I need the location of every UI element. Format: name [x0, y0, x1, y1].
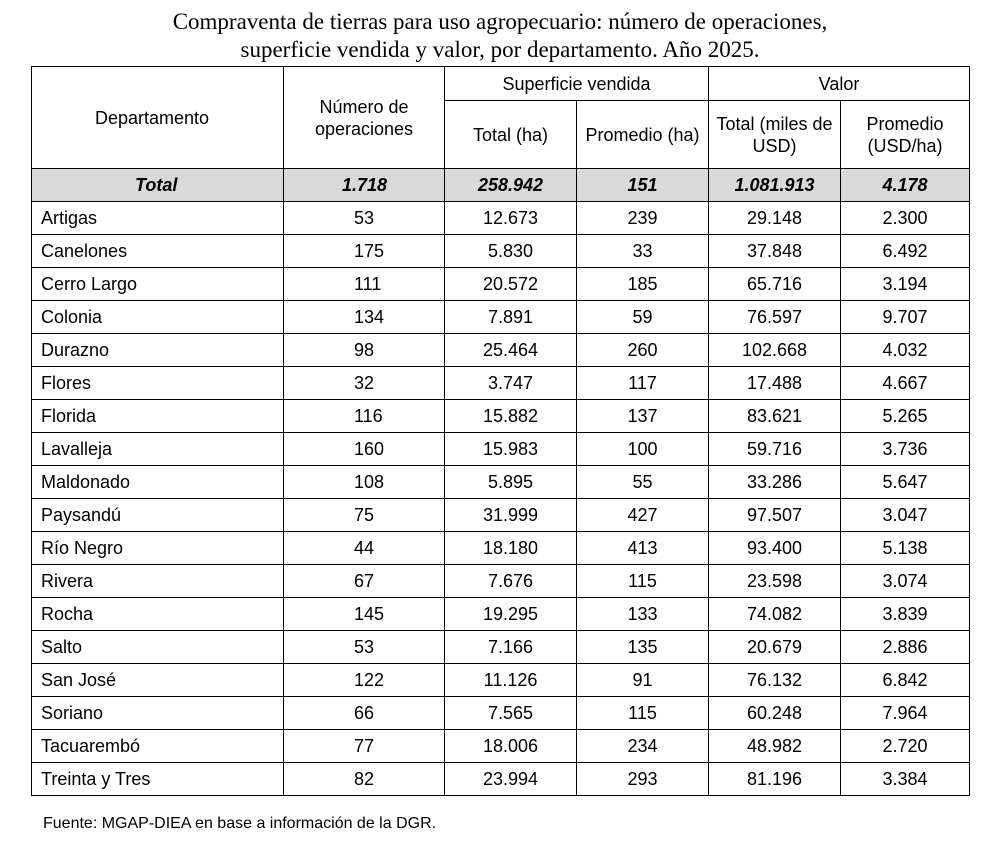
cell-val-total: 97.507: [709, 499, 841, 532]
cell-departamento: Rocha: [32, 598, 284, 631]
total-sup-promedio: 151: [577, 169, 709, 202]
header-sup-total: Total (ha): [445, 101, 577, 169]
cell-departamento: Cerro Largo: [32, 268, 284, 301]
cell-sup-total: 23.994: [445, 763, 577, 796]
cell-operaciones: 77: [284, 730, 445, 763]
cell-operaciones: 108: [284, 466, 445, 499]
cell-sup-promedio: 100: [577, 433, 709, 466]
cell-val-promedio: 4.667: [841, 367, 970, 400]
cell-val-promedio: 5.265: [841, 400, 970, 433]
title-line-2: superficie vendida y valor, por departamento. Año 2025.: [240, 37, 760, 62]
cell-val-promedio: 3.736: [841, 433, 970, 466]
cell-sup-promedio: 413: [577, 532, 709, 565]
cell-sup-total: 11.126: [445, 664, 577, 697]
cell-operaciones: 122: [284, 664, 445, 697]
cell-val-total: 37.848: [709, 235, 841, 268]
cell-val-promedio: 5.138: [841, 532, 970, 565]
table-row: [32, 301, 970, 334]
cell-val-promedio: 6.492: [841, 235, 970, 268]
cell-departamento: Rivera: [32, 565, 284, 598]
cell-sup-promedio: 55: [577, 466, 709, 499]
cell-val-total: 20.679: [709, 631, 841, 664]
cell-val-total: 93.400: [709, 532, 841, 565]
cell-val-promedio: 3.047: [841, 499, 970, 532]
table-row: [32, 466, 970, 499]
cell-sup-total: 15.983: [445, 433, 577, 466]
cell-sup-total: 18.180: [445, 532, 577, 565]
cell-departamento: Colonia: [32, 301, 284, 334]
cell-sup-promedio: 137: [577, 400, 709, 433]
cell-val-total: 60.248: [709, 697, 841, 730]
cell-val-promedio: 2.720: [841, 730, 970, 763]
cell-sup-total: 15.882: [445, 400, 577, 433]
title-line-1: Compraventa de tierras para uso agropecuario: número de operaciones,: [172, 9, 828, 34]
table-row: [32, 763, 970, 796]
cell-sup-total: 20.572: [445, 268, 577, 301]
cell-operaciones: 44: [284, 532, 445, 565]
cell-val-promedio: 3.839: [841, 598, 970, 631]
header-val-promedio: Promedio (USD/ha): [841, 101, 970, 169]
table-row: [32, 400, 970, 433]
cell-sup-promedio: 59: [577, 301, 709, 334]
land-sales-table: [31, 66, 970, 796]
cell-val-promedio: 2.300: [841, 202, 970, 235]
table-row: [32, 565, 970, 598]
cell-departamento: Treinta y Tres: [32, 763, 284, 796]
cell-operaciones: 67: [284, 565, 445, 598]
cell-val-promedio: 4.032: [841, 334, 970, 367]
cell-val-total: 48.982: [709, 730, 841, 763]
cell-val-total: 59.716: [709, 433, 841, 466]
cell-departamento: Florida: [32, 400, 284, 433]
header-operaciones: Número de operaciones: [284, 67, 445, 169]
cell-sup-total: 3.747: [445, 367, 577, 400]
table-row: [32, 268, 970, 301]
table-row: [32, 499, 970, 532]
cell-operaciones: 98: [284, 334, 445, 367]
cell-sup-promedio: 33: [577, 235, 709, 268]
cell-sup-promedio: 427: [577, 499, 709, 532]
cell-sup-promedio: 185: [577, 268, 709, 301]
cell-operaciones: 111: [284, 268, 445, 301]
total-operaciones: 1.718: [284, 169, 445, 202]
total-val-promedio: 4.178: [841, 169, 970, 202]
cell-val-promedio: 2.886: [841, 631, 970, 664]
cell-operaciones: 53: [284, 631, 445, 664]
cell-operaciones: 75: [284, 499, 445, 532]
cell-operaciones: 32: [284, 367, 445, 400]
header-superficie: Superficie vendida: [445, 67, 709, 101]
cell-sup-total: 7.676: [445, 565, 577, 598]
cell-sup-total: 25.464: [445, 334, 577, 367]
table-row: [32, 631, 970, 664]
cell-sup-total: 7.565: [445, 697, 577, 730]
table-row: [32, 235, 970, 268]
cell-sup-promedio: 115: [577, 565, 709, 598]
cell-departamento: Tacuarembó: [32, 730, 284, 763]
header-departamento: Departamento: [32, 67, 284, 169]
cell-departamento: Artigas: [32, 202, 284, 235]
cell-sup-total: 7.891: [445, 301, 577, 334]
cell-sup-promedio: 133: [577, 598, 709, 631]
cell-sup-total: 31.999: [445, 499, 577, 532]
table-row: [32, 664, 970, 697]
cell-val-total: 76.132: [709, 664, 841, 697]
cell-departamento: Soriano: [32, 697, 284, 730]
cell-val-total: 83.621: [709, 400, 841, 433]
cell-operaciones: 175: [284, 235, 445, 268]
cell-val-total: 65.716: [709, 268, 841, 301]
cell-departamento: Flores: [32, 367, 284, 400]
cell-val-promedio: 6.842: [841, 664, 970, 697]
cell-sup-promedio: 260: [577, 334, 709, 367]
cell-operaciones: 66: [284, 697, 445, 730]
cell-val-total: 29.148: [709, 202, 841, 235]
cell-val-total: 17.488: [709, 367, 841, 400]
cell-sup-promedio: 234: [577, 730, 709, 763]
cell-departamento: San José: [32, 664, 284, 697]
cell-sup-total: 7.166: [445, 631, 577, 664]
cell-val-total: 23.598: [709, 565, 841, 598]
table-row: [32, 532, 970, 565]
table-row: [32, 334, 970, 367]
cell-val-promedio: 9.707: [841, 301, 970, 334]
table-row: [32, 433, 970, 466]
cell-departamento: Lavalleja: [32, 433, 284, 466]
cell-val-total: 33.286: [709, 466, 841, 499]
header-valor: Valor: [709, 67, 970, 101]
cell-departamento: Durazno: [32, 334, 284, 367]
cell-val-total: 74.082: [709, 598, 841, 631]
cell-val-promedio: 3.384: [841, 763, 970, 796]
total-val-total: 1.081.913: [709, 169, 841, 202]
cell-sup-promedio: 293: [577, 763, 709, 796]
cell-val-total: 76.597: [709, 301, 841, 334]
table-row: [32, 202, 970, 235]
cell-departamento: Río Negro: [32, 532, 284, 565]
total-sup-total: 258.942: [445, 169, 577, 202]
total-label: Total: [32, 169, 284, 202]
cell-sup-promedio: 91: [577, 664, 709, 697]
table-row: [32, 730, 970, 763]
cell-val-promedio: 5.647: [841, 466, 970, 499]
cell-val-total: 102.668: [709, 334, 841, 367]
cell-sup-promedio: 239: [577, 202, 709, 235]
cell-sup-promedio: 135: [577, 631, 709, 664]
cell-val-promedio: 3.194: [841, 268, 970, 301]
cell-sup-total: 5.895: [445, 466, 577, 499]
source-note: Fuente: MGAP-DIEA en base a información de la DGR.: [43, 815, 437, 832]
cell-departamento: Salto: [32, 631, 284, 664]
cell-operaciones: 82: [284, 763, 445, 796]
table-row: [32, 598, 970, 631]
table-row: [32, 697, 970, 730]
total-row: [32, 169, 970, 202]
cell-val-total: 81.196: [709, 763, 841, 796]
cell-sup-total: 19.295: [445, 598, 577, 631]
cell-sup-total: 18.006: [445, 730, 577, 763]
cell-departamento: Maldonado: [32, 466, 284, 499]
table-row: [32, 367, 970, 400]
cell-operaciones: 134: [284, 301, 445, 334]
cell-operaciones: 116: [284, 400, 445, 433]
cell-departamento: Canelones: [32, 235, 284, 268]
cell-sup-promedio: 115: [577, 697, 709, 730]
table-title: [0, 8, 1000, 64]
header-val-total: Total (miles de USD): [709, 101, 841, 169]
cell-operaciones: 160: [284, 433, 445, 466]
cell-val-promedio: 3.074: [841, 565, 970, 598]
cell-operaciones: 145: [284, 598, 445, 631]
cell-sup-promedio: 117: [577, 367, 709, 400]
cell-departamento: Paysandú: [32, 499, 284, 532]
cell-val-promedio: 7.964: [841, 697, 970, 730]
header-sup-promedio: Promedio (ha): [577, 101, 709, 169]
cell-sup-total: 5.830: [445, 235, 577, 268]
cell-operaciones: 53: [284, 202, 445, 235]
cell-sup-total: 12.673: [445, 202, 577, 235]
